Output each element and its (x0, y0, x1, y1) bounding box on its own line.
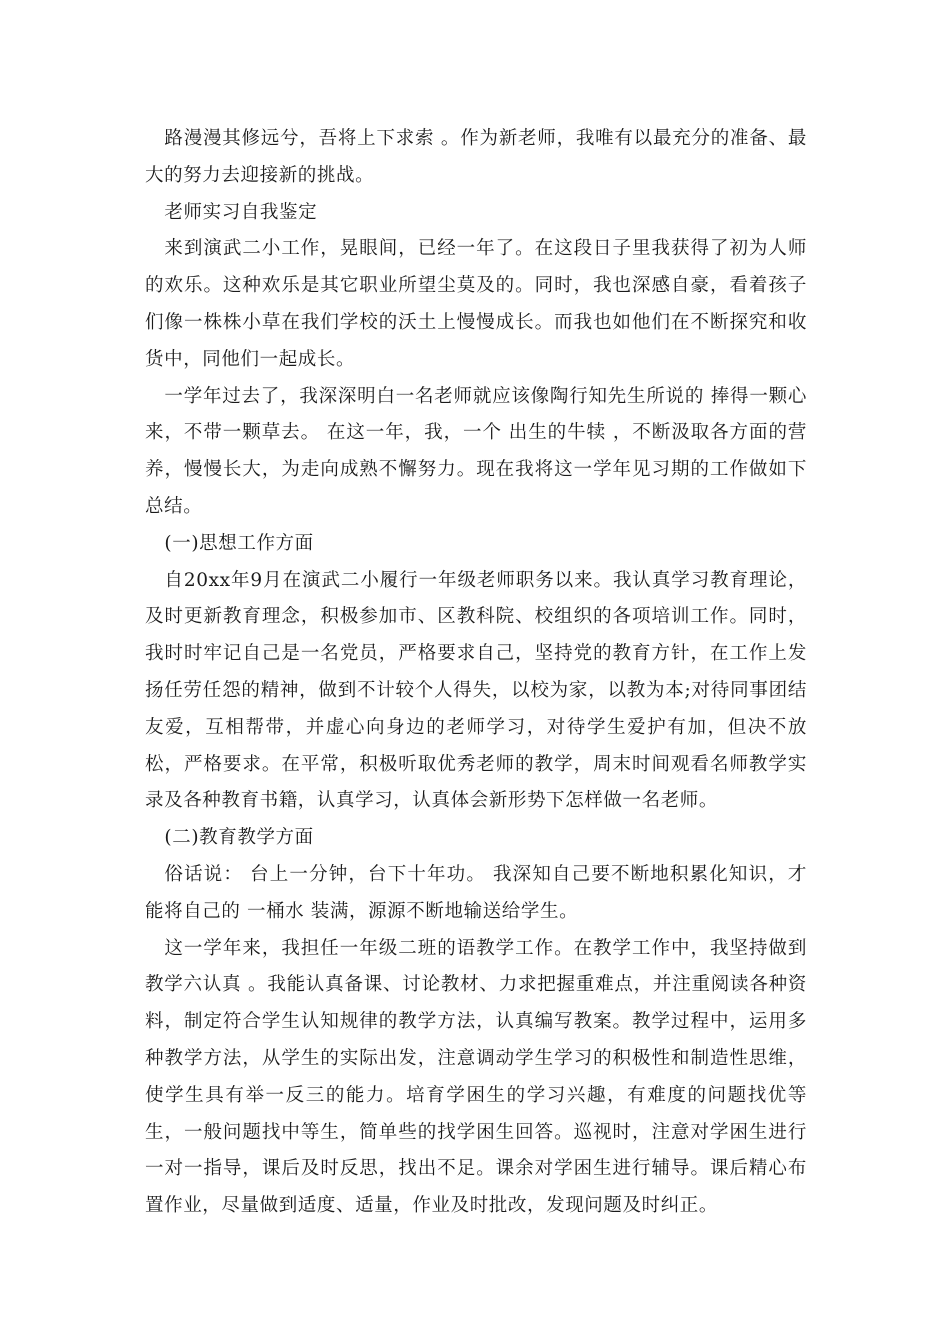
document-body (145, 121, 807, 1225)
section-heading-ideology: (一)思想工作方面 (164, 532, 314, 554)
paragraph-ideology: 自20xx年9月在演武二小履行一年级老师职务以来。我认真学习教育理论，及时更新教育理念，积极参加市、区教科院、校组织的各项培训工作。同时，我时时牢记自己是一名党员，严格要求自己，坚持党的教育方针，在工作上发扬任劳任怨的精神，做到不计较个人得失，以校为家，以教为本;对待同事团结友爱，互相帮带，并虚心向身边的老师学习，对待学生爱护有加，但决不放松，严格要求。在平常，积极听取优秀老师的教学，周末时间观看名师教学实录及各种教育书籍，认真学习，认真体会新形势下怎样做一名老师。 (145, 569, 807, 812)
section-heading-teaching: (二)教育教学方面 (164, 827, 314, 849)
document-title: 老师实习自我鉴定 (164, 201, 318, 223)
paragraph-proverb: 俗话说： 台上一分钟，台下十年功。 我深知自己要不断地积累化知识，才能将自己的 一桶水 装满，源源不断地输送给学生。 (145, 863, 807, 922)
paragraph-teaching-work: 这一学年来，我担任一年级二班的语教学工作。在教学工作中，我坚持做到 教学六认真 。我能认真备课、讨论教材、力求把握重难点，并注重阅读各种资料，制定符合学生认知规律的教学方法，认真编写教案。教学过程中，运用多种教学方法，从学生的实际出发，注意调动学生学习的积极性和制造性思维，使学生具有举一反三的能力。培育学困生的学习兴趣，有难度的问题找优等生，一般问题找中等生，简单些的找学困生回答。巡视时，注意对学困生进行一对一指导，课后及时反思，找出不足。课余对学困生进行辅导。课后精心布置作业，尽量做到适度、适量，作业及时批改，发现问题及时纠正。 (145, 937, 807, 1217)
paragraph-intro: 路漫漫其修远兮，吾将上下求索 。作为新老师，我唯有以最充分的准备、最大的努力去迎接新的挑战。 (145, 128, 807, 186)
paragraph-year-summary: 一学年过去了，我深深明白一名老师就应该像陶行知先生所说的 捧得一颗心来，不带一颗草去。 在这一年，我，一个 出生的牛犊 ，不断汲取各方面的营养，慢慢长大，为走向成熟不懈努力。现在我将这一学年见习期的工作做如下总结。 (145, 385, 807, 517)
paragraph-arrival: 来到演武二小工作，晃眼间，已经一年了。在这段日子里我获得了初为人师的欢乐。这种欢乐是其它职业所望尘莫及的。同时，我也深感自豪，看着孩子们像一株株小草在我们学校的沃土上慢慢成长。而我也如他们在不断探究和收货中，同他们一起成长。 (145, 238, 807, 370)
